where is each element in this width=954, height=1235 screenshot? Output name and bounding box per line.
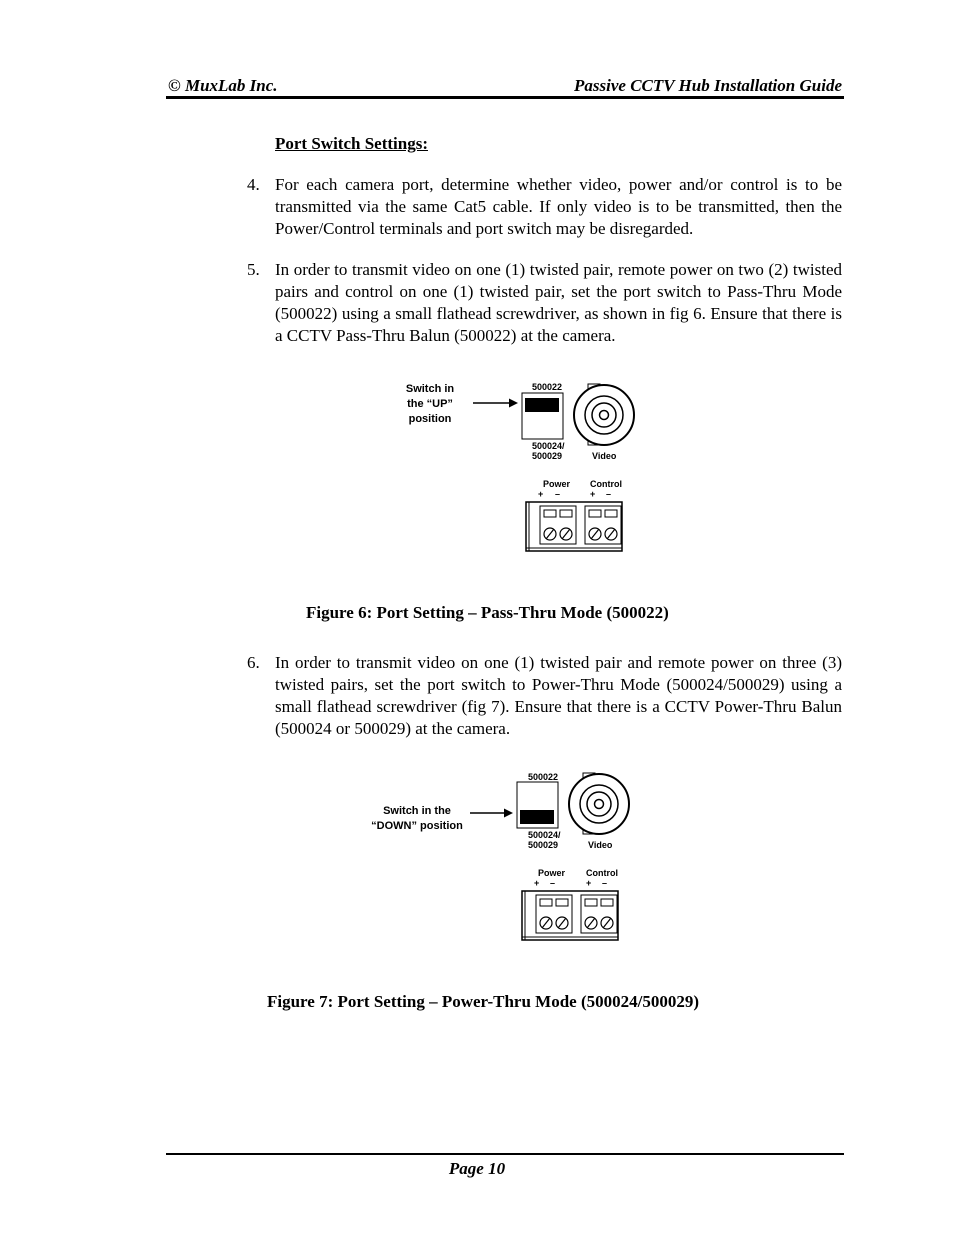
list-item-number: 5. <box>247 260 260 279</box>
list-item-text: In order to transmit video on one (1) twisted pair and remote power on three (3) twisted pairs, set the port switch to Power-Thru Mode (500024/500029) using a small flathead screwdriver (fig 7). Ensure that there is a CCTV Power-Thru Balun (500024 or 500029) at the camera. <box>275 653 842 738</box>
control-minus-label: – <box>602 878 608 888</box>
callout-line: the “UP” <box>407 398 453 410</box>
section-title: Port Switch Settings: <box>275 134 428 153</box>
callout-line: Switch in <box>405 383 455 395</box>
control-plus-label: + <box>586 878 592 888</box>
switch-bottom-label: 500024/ <box>528 830 561 840</box>
power-minus-label: – <box>550 878 556 888</box>
callout-line: position <box>408 413 452 425</box>
switch-bottom-label: 500029 <box>532 451 563 461</box>
switch-bottom-label: 500024/ <box>532 441 565 451</box>
switch-slider <box>520 810 554 824</box>
screw-icon <box>540 917 552 929</box>
list-item <box>247 174 842 240</box>
screw-icon <box>589 528 601 540</box>
switch-top-label: 500022 <box>528 772 559 782</box>
screw-icon <box>585 917 597 929</box>
list-item-text: In order to transmit video on one (1) twisted pair, remote power on two (2) twisted pairs and control on one (1) twisted pair, set the port switch to Pass-Thru Mode (500022) using a small flathead screwdriver, as shown in fig 6. Ensure that there is a CCTV Pass-Thru Balun (500022) at the camera. <box>275 260 842 345</box>
page-number: Page 10 <box>448 1159 506 1178</box>
control-label: Control <box>586 868 618 878</box>
page-header <box>166 74 844 96</box>
callout-line: Switch in the <box>383 805 451 817</box>
screw-icon <box>601 917 613 929</box>
video-label: Video <box>592 451 617 461</box>
list-item <box>247 652 842 742</box>
bnc-video-connector-icon <box>574 384 634 445</box>
switch-bottom-label: 500029 <box>528 840 559 850</box>
callout-line: “DOWN” position <box>371 820 463 832</box>
screw-icon <box>605 528 617 540</box>
control-label: Control <box>590 479 622 489</box>
header-rule <box>166 96 844 99</box>
header-company: © MuxLab Inc. <box>168 76 278 95</box>
list-item-number: 4. <box>247 175 260 194</box>
footer-rule <box>166 1153 844 1155</box>
list-item <box>247 259 842 369</box>
switch-slider <box>525 398 559 412</box>
figure-6-diagram <box>380 375 660 560</box>
list-item-text: For each camera port, determine whether video, power and/or control is to be transmitted via the same Cat5 cable. If only video is to be transmitted, then the Power/Control terminals and port switch may be disregarded. <box>275 175 842 238</box>
power-plus-label: + <box>538 489 544 499</box>
arrow-icon <box>473 399 518 408</box>
header-document-title: Passive CCTV Hub Installation Guide <box>574 76 842 95</box>
screw-icon <box>560 528 572 540</box>
terminal-block <box>522 891 618 940</box>
list-item-number: 6. <box>247 653 260 672</box>
power-plus-label: + <box>534 878 540 888</box>
switch-top-label: 500022 <box>532 382 563 392</box>
terminal-block <box>526 502 622 551</box>
figure-6-caption: Figure 6: Port Setting – Pass-Thru Mode (500022) <box>306 603 669 622</box>
bnc-video-connector-icon <box>569 773 629 834</box>
arrow-icon <box>470 809 513 818</box>
figure-7-diagram <box>360 765 640 950</box>
control-plus-label: + <box>590 489 596 499</box>
control-minus-label: – <box>606 489 612 499</box>
video-label: Video <box>588 840 613 850</box>
screw-icon <box>544 528 556 540</box>
power-minus-label: – <box>555 489 561 499</box>
screw-icon <box>556 917 568 929</box>
power-label: Power <box>543 479 571 489</box>
power-label: Power <box>538 868 566 878</box>
figure-7-caption: Figure 7: Port Setting – Power-Thru Mode (500024/500029) <box>267 992 700 1011</box>
